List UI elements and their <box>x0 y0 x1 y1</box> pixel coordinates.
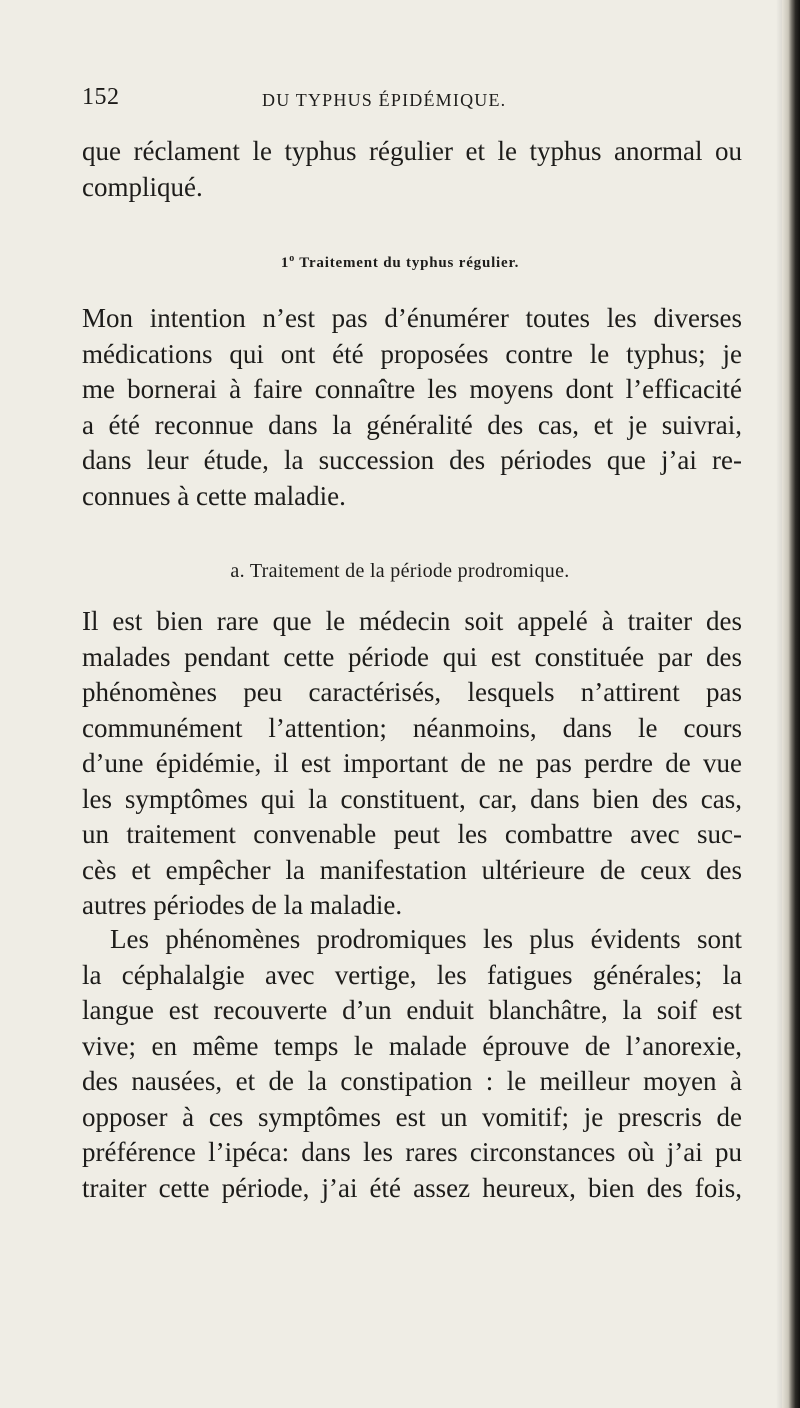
intro-paragraph <box>82 134 742 205</box>
text-line: dans leur étude, la succession des périodes que j’ai re- <box>82 445 742 475</box>
text-line: d’une épidémie, il est important de ne pas perdre de vue <box>82 748 742 778</box>
paragraph-intention <box>82 301 742 514</box>
text-line: vive; en même temps le malade éprouve de l’anorexie, <box>82 1030 742 1061</box>
text-line: a été reconnue dans la généralité des cas, et je suivrai, <box>82 409 742 440</box>
text-line: opposer à ces symptômes est un vomitif; je prescris de <box>82 1101 742 1132</box>
text-line: autres périodes de la maladie. <box>82 890 403 920</box>
subsection-heading: a. Traitement de la période prodromique. <box>230 560 570 582</box>
text-line: me bornerai à faire connaître les moyens dont l’efficacité <box>82 374 742 404</box>
text-line: la céphalalgie avec vertige, les fatigues générales; la <box>82 959 742 990</box>
text-line: préférence l’ipéca: dans les rares circonstances où j’ai pu <box>82 1137 742 1167</box>
paragraph-prodromal-period <box>82 604 742 924</box>
text-line: Mon intention n’est pas d’énumérer toutes les diverses <box>82 303 742 333</box>
text-line: communément l’attention; néanmoins, dans le cours <box>82 712 742 743</box>
text-line: langue est recouverte d’un enduit blanchâtre, la soif est <box>82 995 742 1025</box>
section-title: Traitement du typhus régulier. <box>299 255 520 271</box>
paragraph-symptoms <box>82 922 742 1206</box>
page-number: 152 <box>82 84 120 110</box>
text-line: traiter cette période, j’ai été assez heureux, bien des fois, <box>82 1172 742 1203</box>
running-head: DU TYPHUS ÉPIDÉMIQUE. <box>262 90 507 110</box>
text-line: Les phénomènes prodromiques les plus évidents sont <box>110 924 742 954</box>
text-line: connues à cette maladie. <box>82 480 346 511</box>
text-line: que réclament le typhus régulier et le typhus anormal ou <box>82 136 742 166</box>
section-degree: o <box>289 253 295 264</box>
text-line: Il est bien rare que le médecin soit appelé à traiter des <box>82 606 742 636</box>
text-line: compliqué. <box>82 171 203 202</box>
text-line: cès et empêcher la manifestation ultérieure de ceux des <box>82 854 742 885</box>
section-number: 1 <box>280 255 290 271</box>
text-line: médications qui ont été proposées contre le typhus; je <box>82 338 742 369</box>
text-line: malades pendant cette période qui est constituée par des <box>82 641 742 672</box>
text-line: des nausées, et de la constipation : le meilleur moyen à <box>82 1066 742 1096</box>
text-line: les symptômes qui la constituent, car, dans bien des cas, <box>82 783 742 814</box>
page-header <box>82 84 722 116</box>
text-line: phénomènes peu caractérisés, lesquels n’attirent pas <box>82 677 742 707</box>
book-binding-edge <box>782 0 800 1408</box>
section-heading <box>0 253 800 272</box>
text-line: un traitement convenable peut les combattre avec suc- <box>82 819 742 849</box>
